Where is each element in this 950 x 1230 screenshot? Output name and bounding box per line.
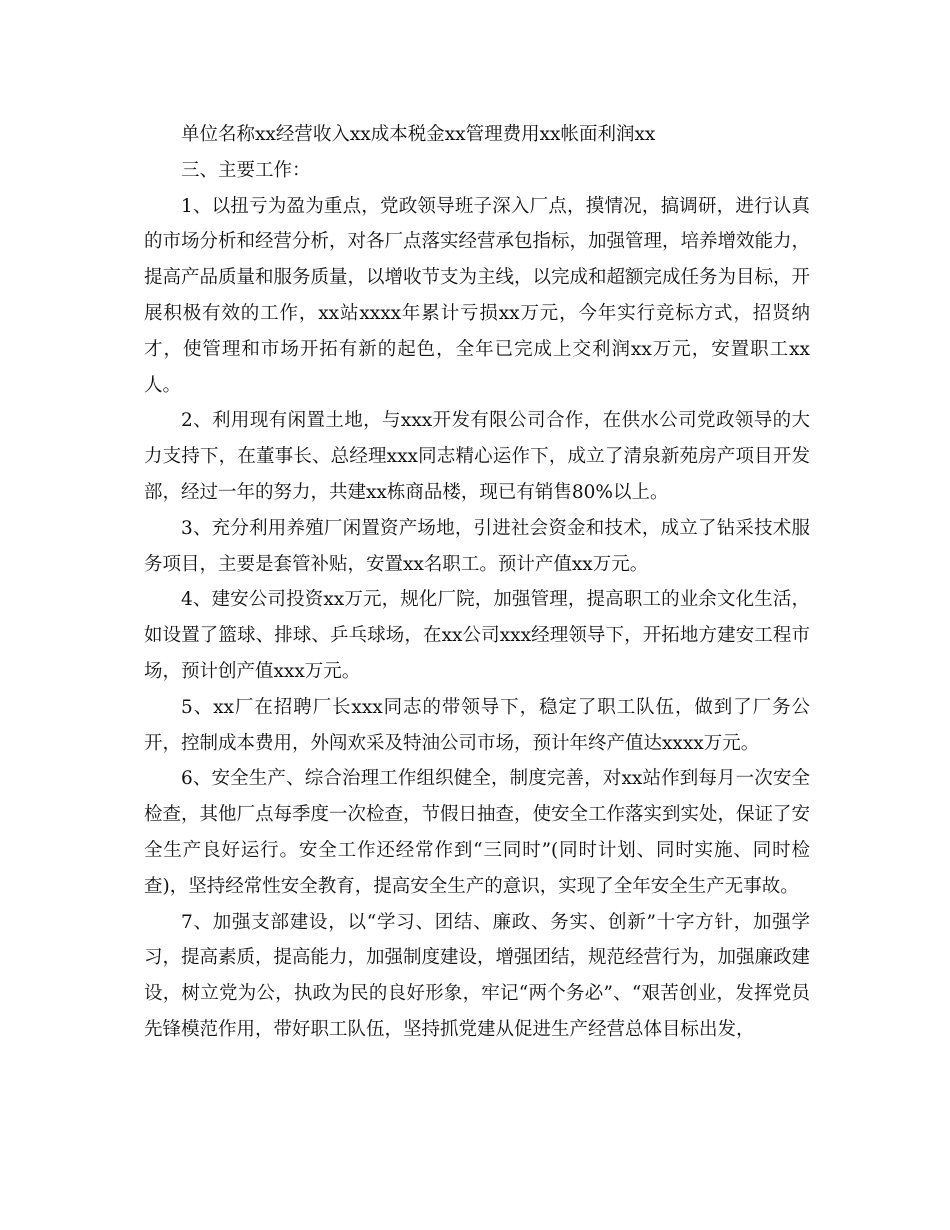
- paragraph-item-2: 2、利用现有闲置土地，与xxx开发有限公司合作，在供水公司党政领导的大力支持下，在董事长、总经理xxx同志精心运作下，成立了清泉新苑房产项目开发部，经过一年的努力，共建xx栋商品楼，现已有销售80%以上。: [144, 410, 810, 503]
- paragraph-item-5: 5、xx厂在招聘厂长xxx同志的带领导下，稳定了职工队伍，做到了厂务公开，控制成本费用，外闯欢采及特油公司市场，预计年终产值达xxxx万元。: [144, 696, 810, 754]
- paragraph-item-1: 1、以扭亏为盈为重点，党政领导班子深入厂点，摸情况，搞调研，进行认真的市场分析和经营分析，对各厂点落实经营承包指标，加强管理，培养增效能力，提高产品质量和服务质量，以增收节支为主线，以完成和超额完成任务为目标，开展积极有效的工作，xx站xxxx年累计亏损xx万元，今年实行竞标方式，招贤纳才，使管理和市场开拓有新的起色，全年已完成上交利润xx万元，安置职工xx人。: [144, 195, 811, 396]
- paragraph-item-3: 3、充分利用养殖厂闲置资产场地，引进社会资金和技术，成立了钻采技术服务项目，主要是套管补贴，安置xx名职工。预计产值xx万元。: [144, 517, 810, 575]
- paragraph-item-6: 6、安全生产、综合治理工作组织健全，制度完善，对xx站作到每月一次安全检查，其他厂点每季度一次检查，节假日抽查，使安全工作落实到实处，保证了安全生产良好运行。安全工作还经常作到“三同时”(同时计划、同时实施、同时检查)，坚持经常性安全教育，提高安全生产的意识，实现了全年安全生产无事故。: [144, 768, 811, 897]
- paragraph-summary-line: 单位名称xx经营收入xx成本税金xx管理费用xx帐面利润xx: [181, 124, 656, 145]
- paragraph-item-7: 7、加强支部建设，以“学习、团结、廉政、务实、创新”十字方针，加强学习，提高素质，提高能力，加强制度建设，增强团结，规范经营行为，加强廉政建设，树立党为公，执政为民的良好形象，牢记“两个务必”、“艰苦创业，发挥党员先锋模范作用，带好职工队伍，坚持抓党建从促进生产经营总体目标出发，: [144, 911, 811, 1040]
- document-body: [144, 117, 810, 1048]
- section-heading-main-work: 三、主要工作：: [181, 159, 311, 181]
- paragraph-item-4: 4、建安公司投资xx万元，规化厂院，加强管理，提高职工的业余文化生活，如设置了篮球、排球、乒乓球场，在xx公司xxx经理领导下，开拓地方建安工程市场，预计创产值xxx万元。: [144, 589, 810, 682]
